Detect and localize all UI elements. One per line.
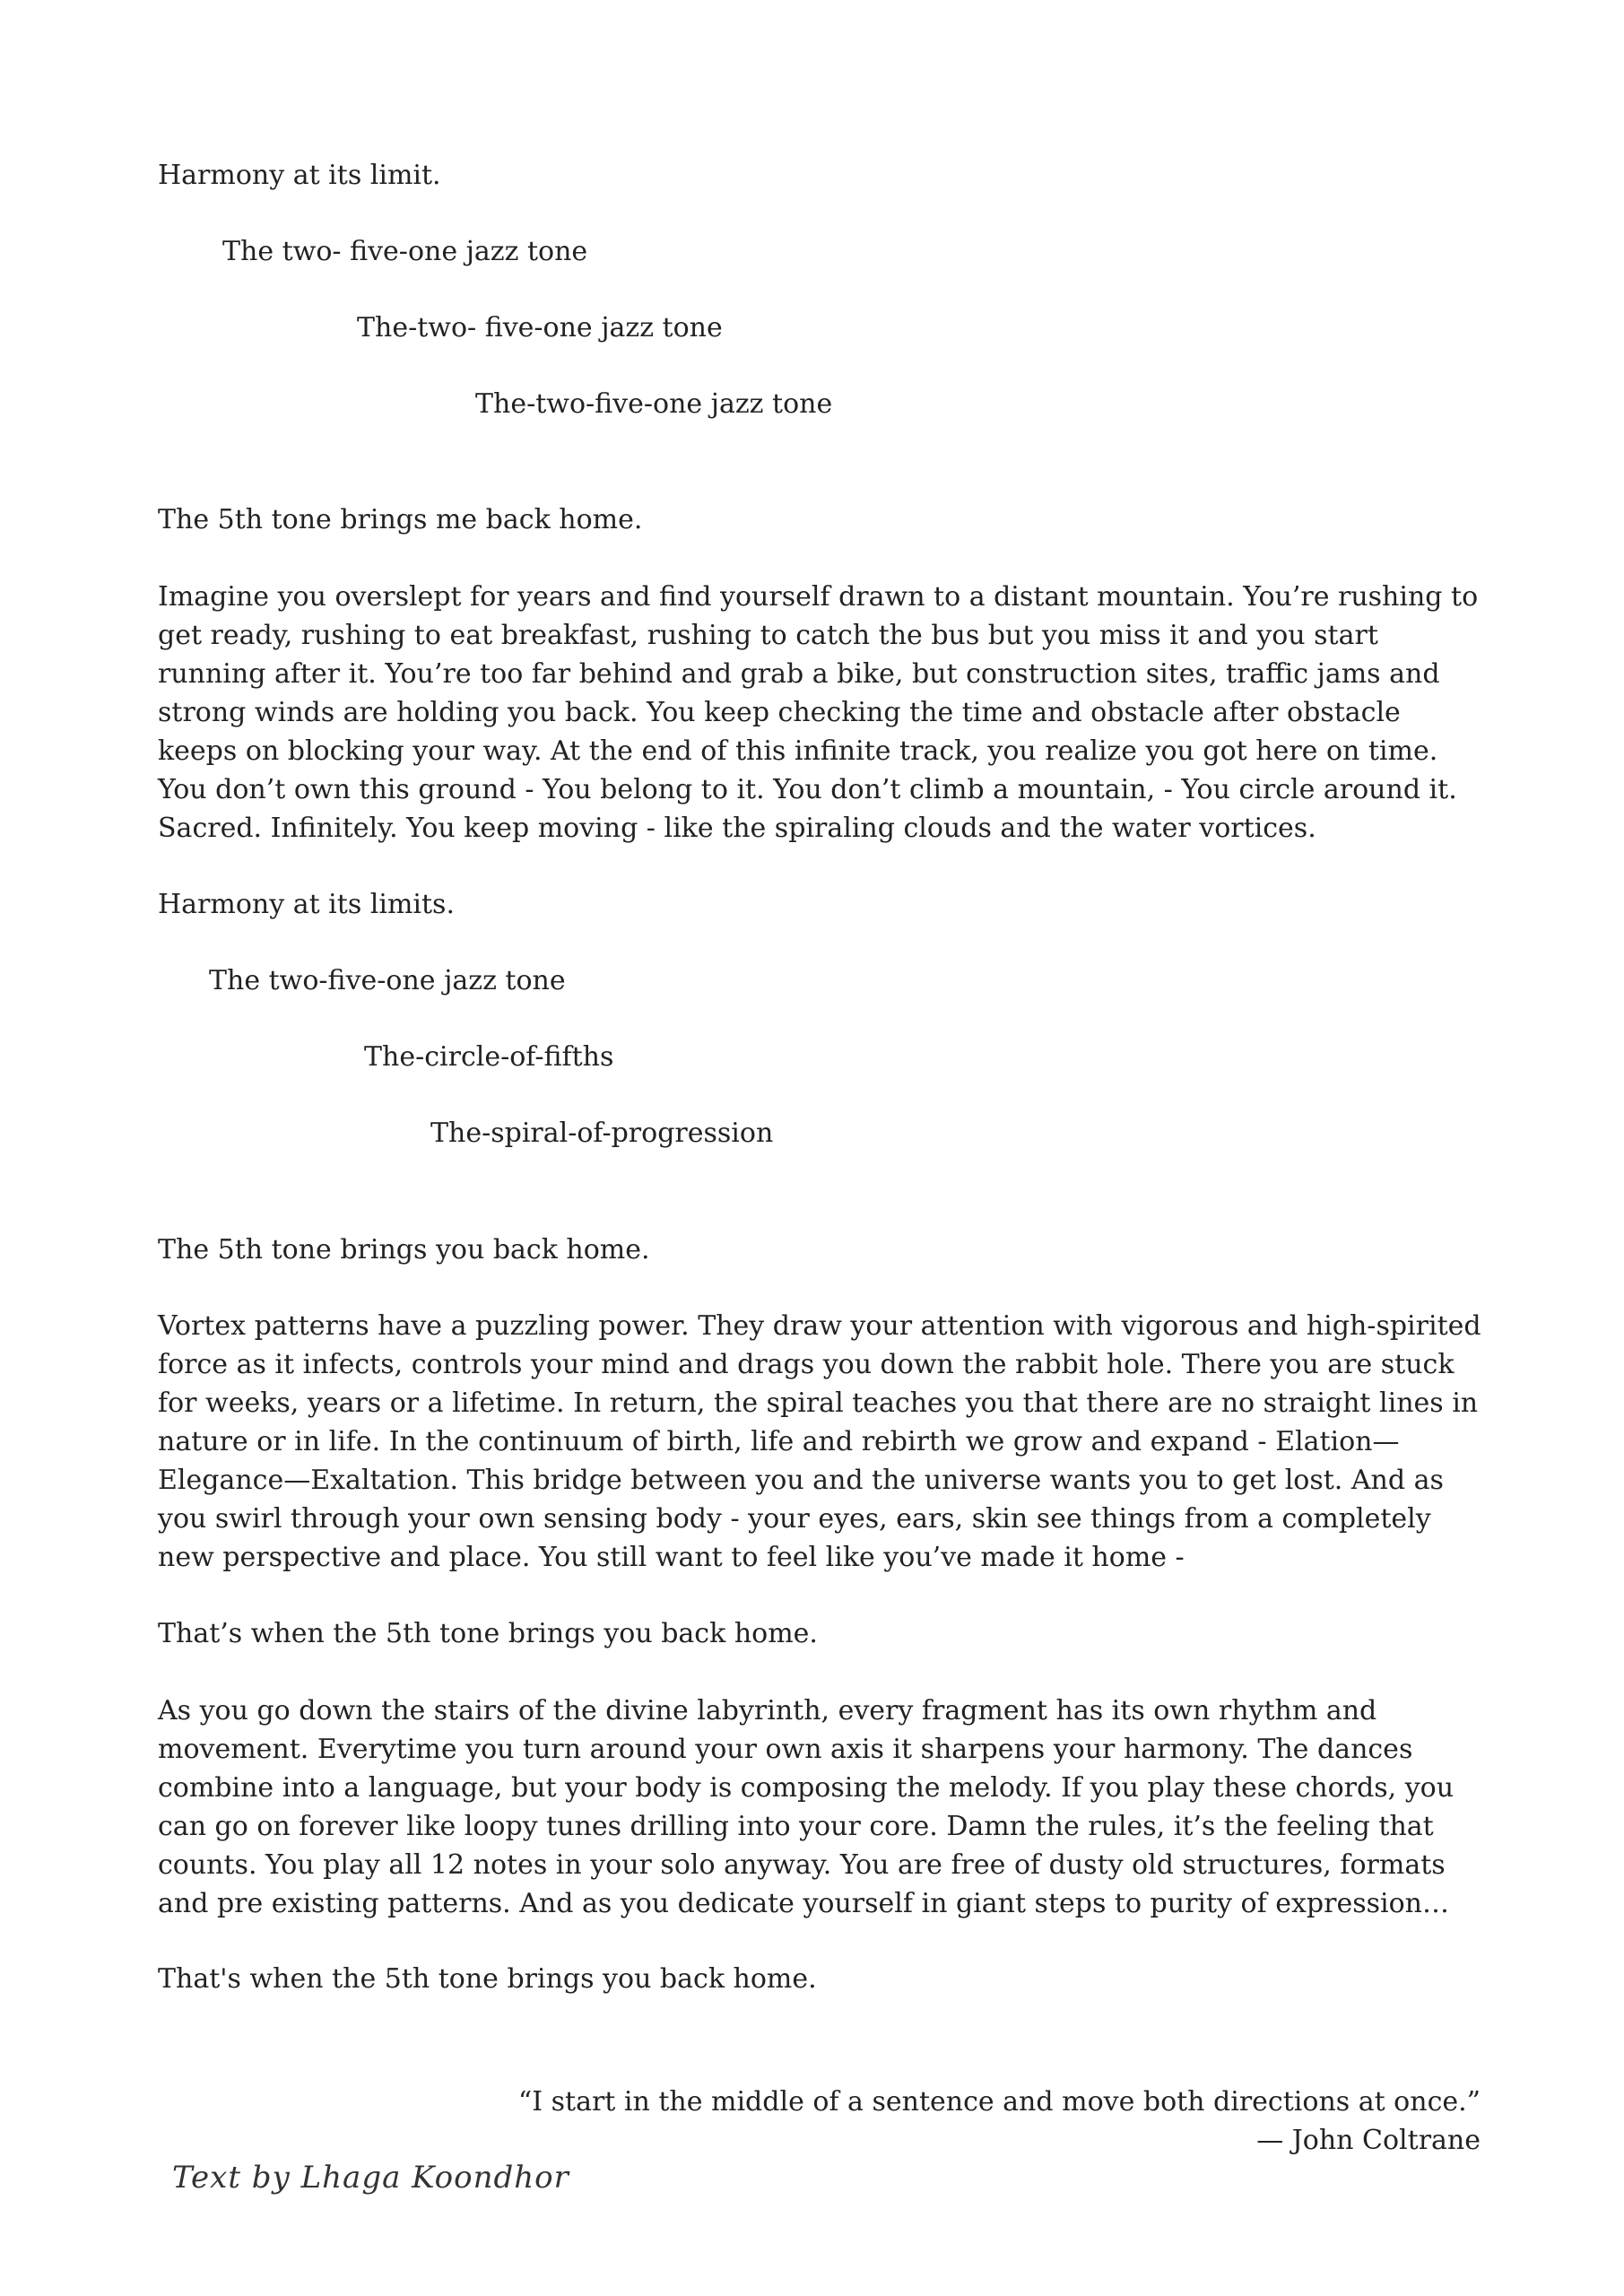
quote-text: “I start in the middle of a sentence and move both directions at once.” (517, 2086, 1481, 2118)
stanza1-line4: The-two-five-one jazz tone (475, 388, 833, 420)
paragraph-3: As you go down the stairs of the divine labyrinth, every fragment has its own rhythm and movement. Everytime you turn around your own axis it sharpens your harmony. The dances combine into a language, but your body is composing the melody. If you play these chords, you can go on forever like loopy tunes drilling into your core. Damn the rules, it’s the feeling that counts. You play all 12 notes in your solo anyway. You are free of dusty old structures, formats and pre existing patterns. And as you dedicate yourself in giant steps to purity of expression… (158, 1695, 1455, 1919)
stanza2-line1: Harmony at its limits. (158, 889, 455, 920)
paragraph-1: Imagine you overslept for years and find yourself drawn to a distant mountain. You’re rushing to get ready, rushing to eat breakfast, rushing to catch the bus but you miss it and you start running after it. You’re too far behind and grab a bike, but construction sites, traffic jams and strong winds are holding you back. You keep checking the time and obstacle after obstacle keeps on blocking your way. At the end of this infinite track, you realize you got here on time. You don’t own this ground - You belong to it. You don’t climb a mountain, - You circle around it. Sacred. Infinitely. You keep moving - like the spiraling clouds and the water vortices. (158, 581, 1479, 844)
stanza1-line3: The-two- five-one jazz tone (357, 312, 723, 344)
refrain-2: The 5th tone brings you back home. (158, 1234, 650, 1265)
stanza2-line2: The two-five-one jazz tone (209, 965, 566, 996)
stanza1-line1: Harmony at its limit. (158, 160, 441, 191)
stanza1-line2: The two- five-one jazz tone (222, 236, 588, 267)
stanza2-line4: The-spiral-of-progression (430, 1118, 774, 1149)
refrain-4: That's when the 5th tone brings you back home. (158, 1963, 817, 1995)
stanza2-line3: The-circle-of-fifths (364, 1041, 614, 1073)
quote-author: — John Coltrane (1256, 2125, 1481, 2156)
refrain-1: The 5th tone brings me back home. (158, 504, 643, 535)
refrain-3: That’s when the 5th tone brings you back home. (158, 1618, 818, 1649)
author-credit: Text by Lhaga Koondhor (172, 2160, 569, 2196)
paragraph-2: Vortex patterns have a puzzling power. They draw your attention with vigorous and high-spirited force as it infects, controls your mind and drags you down the rabbit hole. There you are stuck for weeks, years or a lifetime. In return, the spiral teaches you that there are no straight lines in nature or in life. In the continuum of birth, life and rebirth we grow and expand - Elation—Elegance—Exaltation. This bridge between you and the universe wants you to get lost. And as you swirl through your own sensing body - your eyes, ears, skin see things from a completely new perspective and place. You still want to feel like you’ve made it home - (158, 1310, 1481, 1573)
quote-block (518, 2083, 1481, 2160)
